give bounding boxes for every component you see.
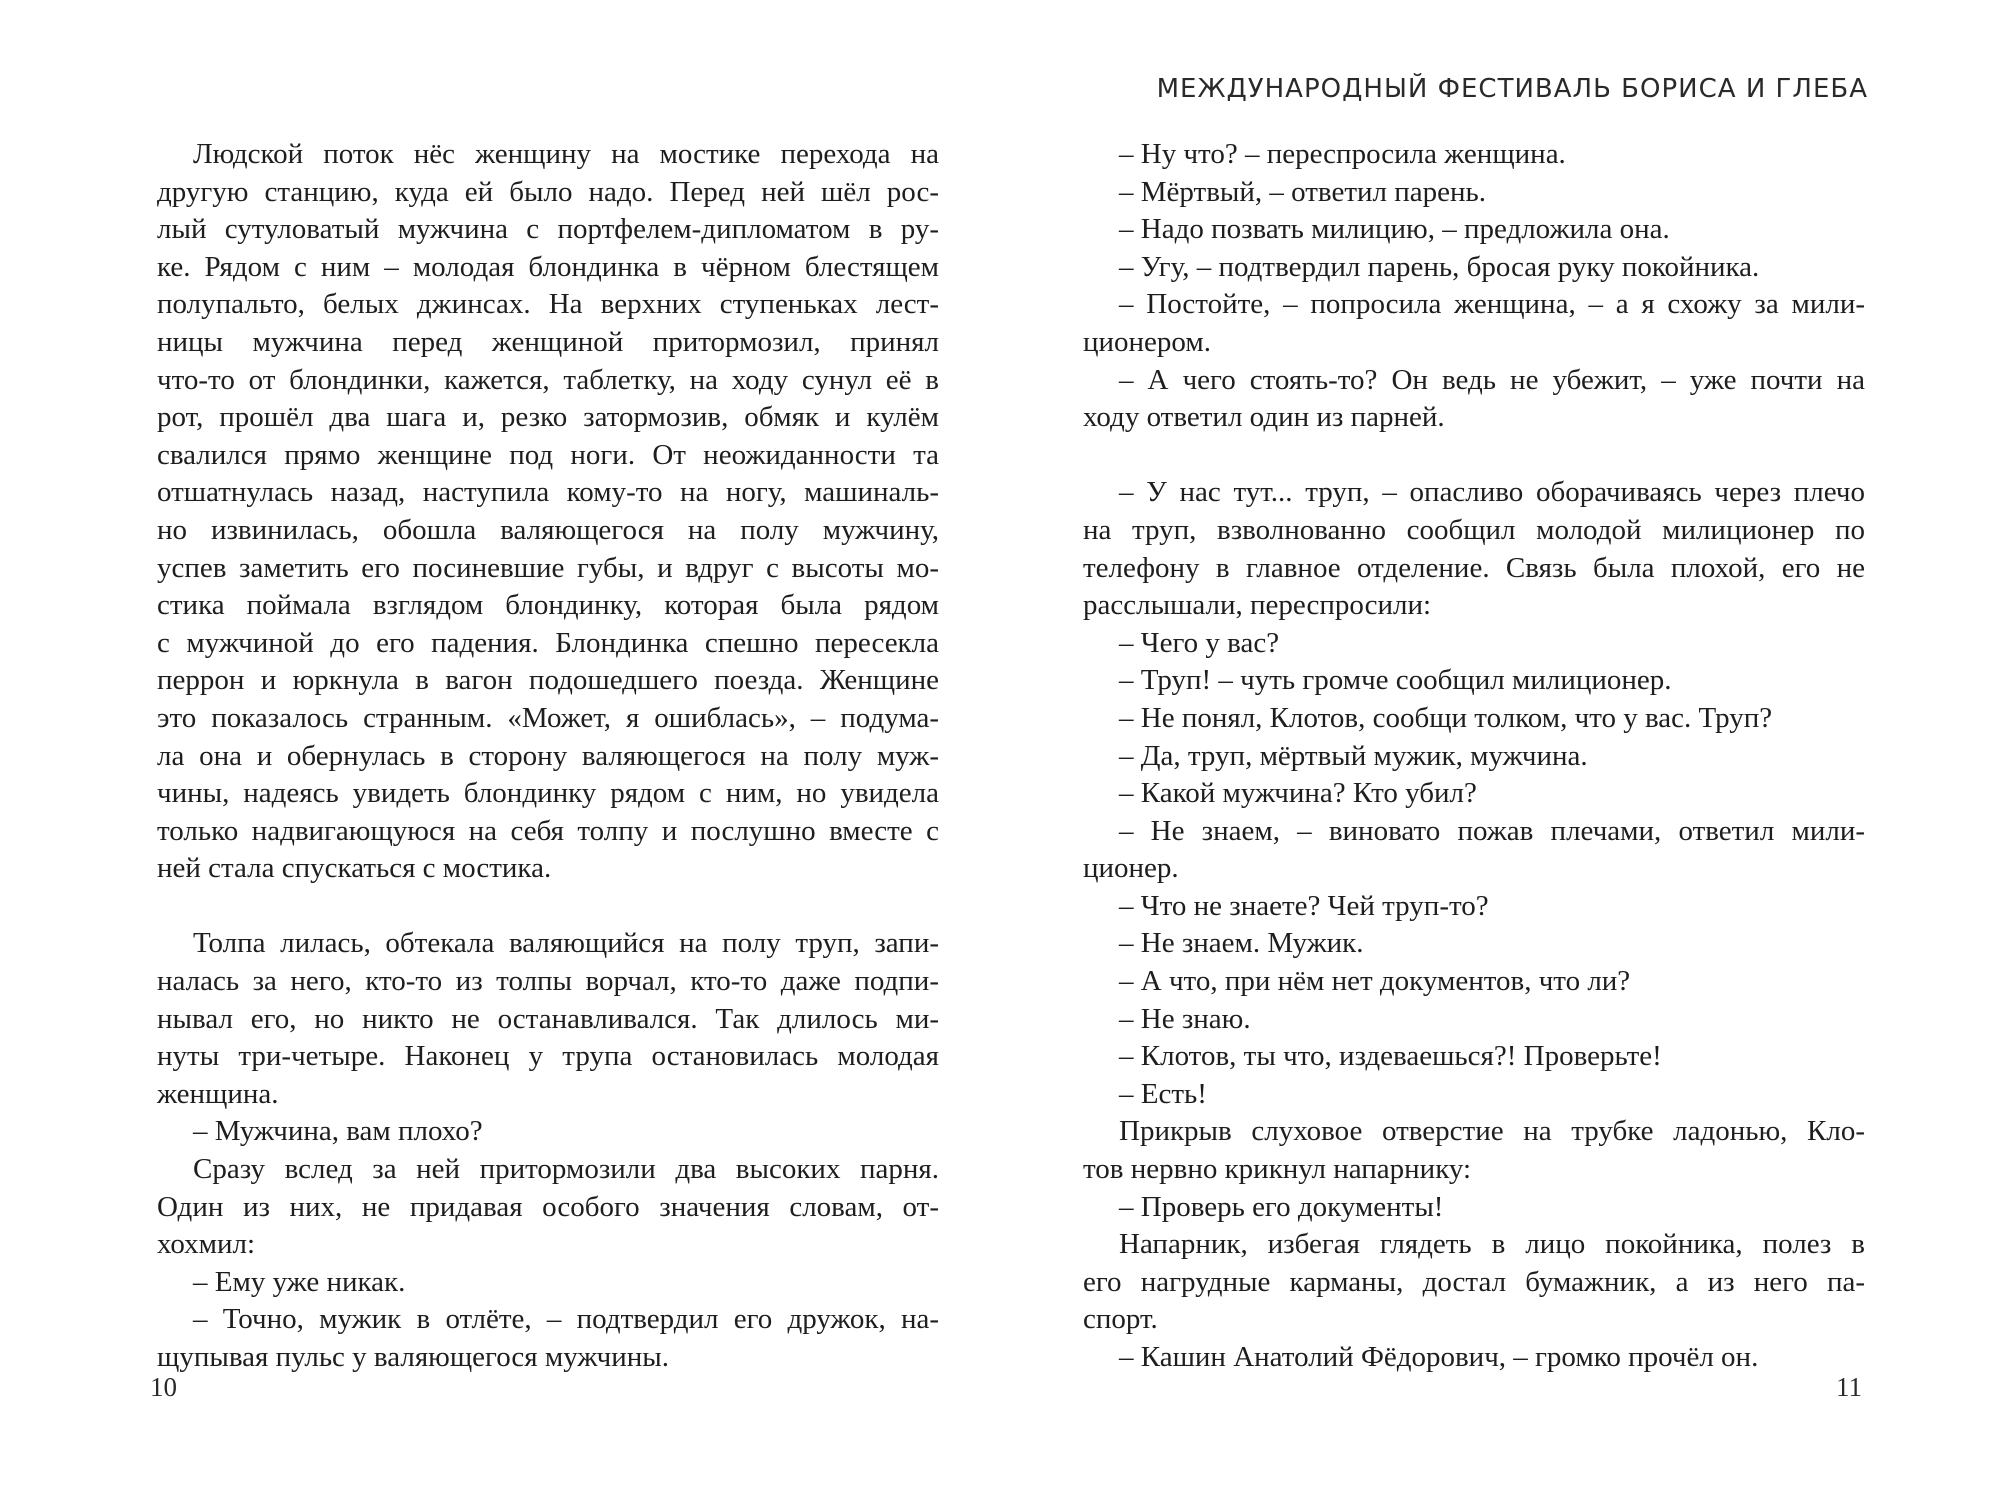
text-line: нуты три-четыре. Наконец у трупа остановилась молодая: [157, 1040, 939, 1073]
text-line: успев заметить его посиневшие губы, и вдруг с высоты мо-: [157, 551, 939, 584]
text-line: – Постойте, – попросила женщина, – а я схожу за мили-: [1119, 288, 1865, 321]
section-break: [1083, 437, 1865, 475]
text-line: расслышали, переспросили:: [1083, 589, 1432, 622]
text-line: – Не знаем. Мужик.: [1119, 927, 1364, 960]
text-line: женщина.: [157, 1077, 279, 1110]
text-line: – Клотов, ты что, издеваешься?! Проверьте!: [1119, 1040, 1662, 1073]
text-line: только надвигающуюся на себя толпу и послушно вместе с: [157, 814, 939, 847]
text-line: – А что, при нём нет документов, что ли?: [1119, 965, 1631, 998]
text-line: ла она и обернулась в сторону валяющегося на полу муж-: [157, 739, 939, 772]
right-page: [1000, 0, 2000, 1496]
text-line: тов нервно крикнул напарнику:: [1083, 1153, 1472, 1186]
text-line: нывал его, но никто не останавливался. Так длилось ми-: [157, 1002, 939, 1035]
text-line: чины, надеясь увидеть блондинку рядом с ним, но увидела: [157, 777, 939, 810]
text-line: телефону в главное отделение. Связь была плохой, его не: [1083, 551, 1865, 584]
text-line: перрон и юркнула в вагон подошедшего поезда. Женщине: [157, 664, 939, 697]
text-line: – Мёртвый, – ответил парень.: [1119, 175, 1487, 208]
right-text-column: [1083, 136, 1865, 1377]
text-line: – Чего у вас?: [1119, 626, 1280, 659]
text-line: спорт.: [1083, 1303, 1158, 1336]
text-line: что-то от блондинки, кажется, таблетку, на ходу сунул её в: [157, 363, 939, 396]
text-line: лый сутуловатый мужчина с портфелем-дипломатом в ру-: [157, 213, 939, 246]
text-line: Один из них, не придавая особого значения словам, от-: [157, 1190, 939, 1223]
text-line: это показалось странным. «Может, я ошиблась», – подума-: [157, 701, 939, 734]
text-line: – Что не знаете? Чей труп-то?: [1119, 889, 1489, 922]
text-line: рот, прошёл два шага и, резко затормозив, обмяк и кулём: [157, 401, 939, 434]
text-line: налась за него, кто-то из толпы ворчал, кто-то даже подпи-: [157, 965, 939, 998]
text-line: – Какой мужчина? Кто убил?: [1119, 777, 1477, 810]
text-line: ке. Рядом с ним – молодая блондинка в чёрном блестящем: [157, 250, 939, 283]
text-line: на труп, взволнованно сообщил молодой милиционер по: [1083, 513, 1865, 546]
page-number: 11: [1836, 1372, 1862, 1402]
text-line: – Ему уже никак.: [193, 1265, 406, 1298]
text-line: – Мужчина, вам плохо?: [193, 1115, 483, 1148]
section-break: [157, 888, 939, 926]
text-line: ней стала спускаться с мостика.: [157, 852, 552, 885]
text-line: Людской поток нёс женщину на мостике перехода на: [193, 138, 939, 170]
page-number: 10: [150, 1372, 177, 1402]
text-line: – А чего стоять-то? Он ведь не убежит, – уже почти на: [1119, 363, 1865, 396]
text-line: полупальто, белых джинсах. На верхних ступеньках лест-: [157, 288, 939, 321]
text-line: – Труп! – чуть громче сообщил милиционер.: [1119, 664, 1672, 697]
text-line: другую станцию, куда ей было надо. Перед ней шёл рос-: [157, 175, 939, 208]
text-line: ходу ответил один из парней.: [1083, 401, 1445, 434]
text-line: Прикрыв слуховое отверстие на трубке ладонью, Кло-: [1119, 1115, 1865, 1148]
text-line: ницы мужчина перед женщиной притормозил, принял: [157, 325, 939, 358]
text-line: – Не знаем, – виновато пожав плечами, ответил мили-: [1119, 814, 1865, 847]
left-text-column: [157, 136, 939, 1377]
text-line: Сразу вслед за ней притормозили два высоких парня.: [193, 1153, 939, 1186]
text-line: его нагрудные карманы, достал бумажник, а из него па-: [1083, 1265, 1865, 1298]
running-head: МЕЖДУНАРОДНЫЙ ФЕСТИВАЛЬ БОРИСА И ГЛЕБА: [1156, 74, 1868, 104]
text-line: – Не понял, Клотов, сообщи толком, что у вас. Труп?: [1119, 701, 1773, 734]
text-line: – Угу, – подтвердил парень, бросая руку покойника.: [1119, 250, 1760, 283]
text-line: ционер.: [1083, 852, 1179, 885]
text-line: – Да, труп, мёртвый мужик, мужчина.: [1119, 739, 1588, 772]
text-line: но извинилась, обошла валяющегося на полу мужчину,: [157, 513, 939, 546]
text-line: – Кашин Анатолий Фёдорович, – громко прочёл он.: [1119, 1341, 1759, 1373]
text-line: – Проверь его документы!: [1119, 1190, 1444, 1223]
text-line: – Есть!: [1119, 1077, 1207, 1110]
text-line: ционером.: [1083, 325, 1211, 358]
text-line: с мужчиной до его падения. Блондинка спешно пересекла: [157, 626, 939, 659]
text-line: отшатнулась назад, наступила кому-то на ногу, машиналь-: [157, 476, 939, 509]
text-line: Толпа лилась, обтекала валяющийся на полу труп, запи-: [193, 927, 939, 960]
text-line: – Ну что? – переспросила женщина.: [1119, 138, 1566, 170]
text-line: щупывая пульс у валяющегося мужчины.: [157, 1341, 670, 1373]
text-line: хохмил:: [157, 1228, 256, 1261]
text-line: – Точно, мужик в отлёте, – подтвердил его дружок, на-: [193, 1303, 939, 1336]
text-line: – Не знаю.: [1119, 1002, 1251, 1035]
text-line: – У нас тут... труп, – опасливо оборачиваясь через плечо: [1119, 476, 1865, 509]
text-line: Напарник, избегая глядеть в лицо покойника, полез в: [1119, 1228, 1865, 1261]
text-line: свалился прямо женщине под ноги. От неожиданности та: [157, 438, 939, 471]
text-line: – Надо позвать милицию, – предложила она.: [1119, 213, 1670, 246]
text-line: стика поймала взглядом блондинку, которая была рядом: [157, 589, 939, 622]
